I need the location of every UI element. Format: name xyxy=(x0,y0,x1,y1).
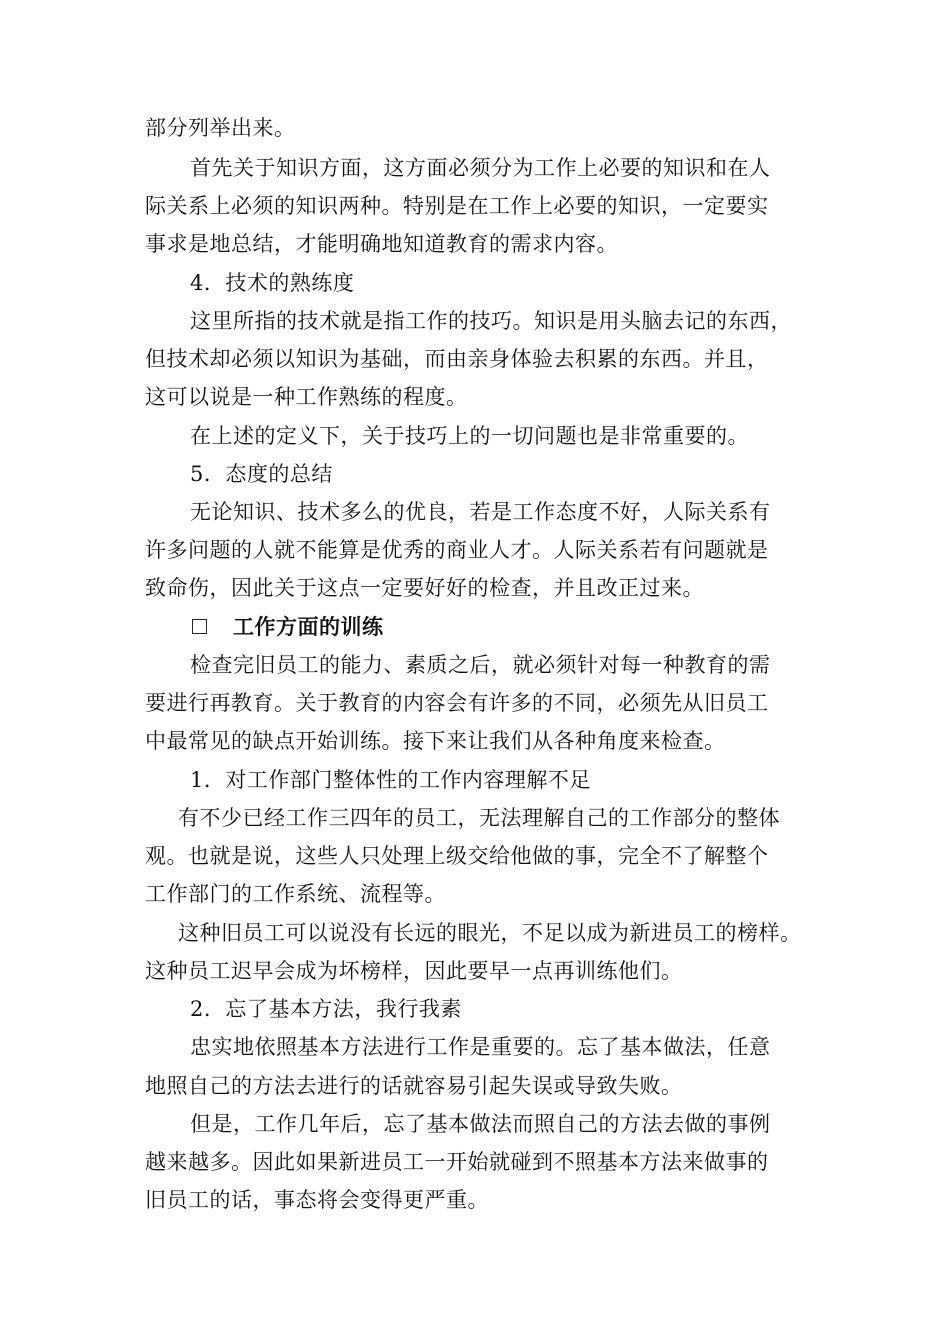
paragraph-line: 工作部门的工作系统、流程等。 xyxy=(145,882,446,906)
paragraph-line: 但技术却必须以知识为基础，而由亲身体验去积累的东西。并且， xyxy=(145,347,769,371)
paragraph-line: 际关系上必须的知识两种。特别是在工作上必要的知识，一定要实 xyxy=(145,194,769,218)
paragraph-line: 旧员工的话，事态将会变得更严重。 xyxy=(145,1188,489,1212)
paragraph-line: 无论知识、技术多么的优良，若是工作态度不好，人际关系有 xyxy=(190,500,771,524)
paragraph-line: 在上述的定义下，关于技巧上的一切问题也是非常重要的。 xyxy=(190,424,749,448)
paragraph-line: 检查完旧员工的能力、素质之后，就必须针对每一种教育的需 xyxy=(190,653,771,677)
paragraph-line: 要进行再教育。关于教育的内容会有许多的不同，必须先从旧员工 xyxy=(145,691,769,715)
paragraph-line: 这可以说是一种工作熟练的程度。 xyxy=(145,385,468,409)
paragraph-line: 忠实地依照基本方法进行工作是重要的。忘了基本做法，任意 xyxy=(190,1035,771,1059)
paragraph-line: 这里所指的技术就是指工作的技巧。知识是用头脑去记的东西， xyxy=(190,309,792,333)
subsection-title-text: 工作方面的训练 xyxy=(233,615,384,639)
paragraph-line: 事求是地总结，才能明确地知道教育的需求内容。 xyxy=(145,232,618,256)
paragraph-line: 首先关于知识方面，这方面必须分为工作上必要的知识和在人 xyxy=(190,156,771,180)
section-heading: 2．忘了基本方法，我行我素 xyxy=(190,997,462,1021)
paragraph-line: 致命伤，因此关于这点一定要好好的检查，并且改正过来。 xyxy=(145,576,704,600)
subsection-title xyxy=(192,612,384,642)
paragraph-line: 这种旧员工可以说没有长远的眼光，不足以成为新进员工的榜样。 xyxy=(178,921,802,945)
paragraph-line: 中最常见的缺点开始训练。接下来让我们从各种角度来检查。 xyxy=(145,729,726,753)
paragraph-line: 许多问题的人就不能算是优秀的商业人才。人际关系若有问题就是 xyxy=(145,538,769,562)
section-heading: 4．技术的熟练度 xyxy=(190,271,355,295)
paragraph-line: 但是，工作几年后，忘了基本做法而照自己的方法去做的事例 xyxy=(190,1112,771,1136)
paragraph-line: 观。也就是说，这些人只处理上级交给他做的事，完全不了解整个 xyxy=(145,844,769,868)
paragraph-line: 地照自己的方法去进行的话就容易引起失误或导致失败。 xyxy=(145,1074,683,1098)
checkbox-square-icon xyxy=(192,619,207,634)
section-heading: 1．对工作部门整体性的工作内容理解不足 xyxy=(190,768,591,792)
paragraph-line: 有不少已经工作三四年的员工，无法理解自己的工作部分的整体 xyxy=(178,806,780,830)
paragraph-line: 部分列举出来。 xyxy=(145,116,296,140)
paragraph-line: 越来越多。因此如果新进员工一开始就碰到不照基本方法来做事的 xyxy=(145,1150,769,1174)
paragraph-line: 这种员工迟早会成为坏榜样，因此要早一点再训练他们。 xyxy=(145,959,683,983)
section-heading: 5．态度的总结 xyxy=(190,462,333,486)
